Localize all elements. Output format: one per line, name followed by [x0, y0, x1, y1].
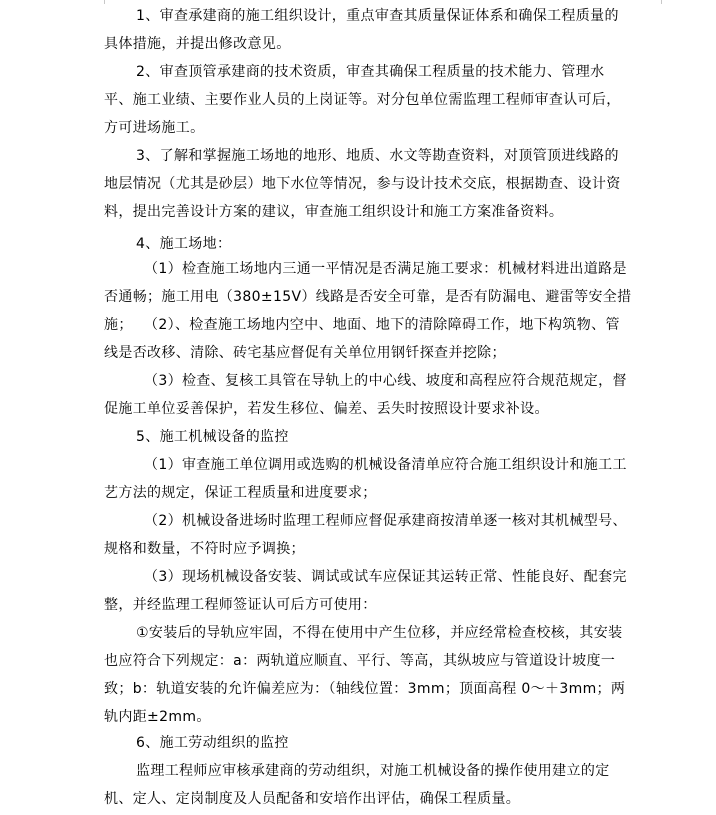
section-heading-4: 4、施工场地： — [136, 236, 232, 252]
paragraph-3: 3、了解和掌握施工场地的地形、地质、水文等勘查资料，对顶管顶进线路的地层情况（尤其是砂层）地下水位等情况，参与设计技术交底，根据勘查、设计资料，提出完善设计方案的建议，审查施工组织设计和施工方案准备资料。 — [104, 148, 621, 220]
section-heading-6: 6、施工劳动组织的监控 — [136, 735, 289, 751]
paragraph-11: （3）现场机械设备安装、调试或试车应保证其运转正常、性能良好、配套完整，并经监理工程师签证认可后方可使用： — [104, 569, 627, 613]
paragraph-6: （2）、检查施工场地内空中、地面、地下的清除障碍工作，地下构筑物、管线是否改移、清除、砖宅基应督促有关单位用钢钎探查并挖除； — [104, 317, 620, 361]
paragraph-1: 1、审查承建商的施工组织设计，重点审查其质量保证体系和确保工程质量的具体措施，并提出修改意见。 — [104, 8, 619, 52]
section-heading-5: 5、施工机械设备的监控 — [136, 429, 289, 445]
paragraph-12: ①安装后的导轨应牢固，不得在使用中产生位移，并应经常检查校核，其安装也应符合下列规定：a：两轨道应顺直、平行、等高，其纵坡应与管道设计坡度一致；b：轨道安装的允许偏差应为：（轴线位置：3mm；顶面高程 0～＋3mm；两轨内距±2mm。 — [104, 625, 626, 725]
paragraph-10: （2）机械设备进场时监理工程师应督促承建商按清单逐一核对其机械型号、规格和数量，不符时应予调换； — [104, 513, 627, 557]
page-corner-mark-right — [657, 0, 662, 4]
paragraph-5: （1）检查施工场地内三通一平情况是否满足施工要求：机械材料进出道路是否通畅；施工用电（380±15V）线路是否安全可靠，是否有防漏电、避雷等安全措施； — [104, 261, 632, 333]
paragraph-2: 2、审查顶管承建商的技术资质，审查其确保工程质量的技术能力、管理水平、施工业绩、主要作业人员的上岗证等。对分包单位需监理工程师审查认可后，方可进场施工。 — [104, 64, 621, 136]
paragraph-14: 监理工程师应审核承建商的劳动组织，对施工机械设备的操作使用建立的定机、定人、定岗制度及人员配备和安培作出评估，确保工程质量。 — [104, 763, 610, 807]
paragraph-7: （3）检查、复核工具管在导轨上的中心线、坡度和高程应符合规范规定，督促施工单位妥善保护，若发生移位、偏差、丢失时按照设计要求补设。 — [104, 373, 627, 417]
paragraph-9: （1）审查施工单位调用或选购的机械设备清单应符合施工组织设计和施工工艺方法的规定，保证工程质量和进度要求； — [104, 457, 627, 501]
